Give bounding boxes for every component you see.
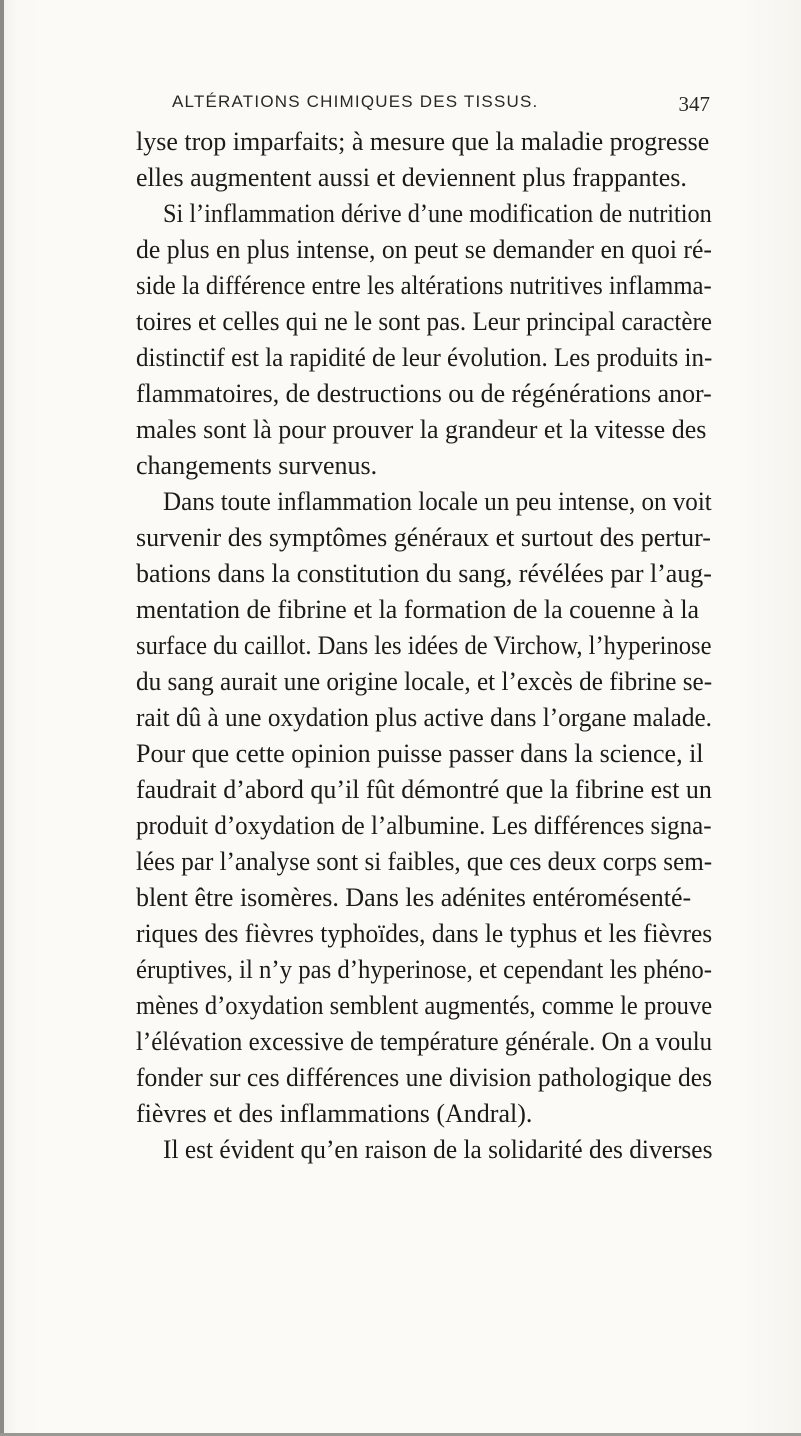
text-line: changements survenus. (136, 451, 378, 480)
text-line: bations dans la constitution du sang, révélées par l’aug- (136, 559, 712, 588)
running-title: ALTÉRATIONS CHIMIQUES DES TISSUS. (172, 92, 539, 111)
paragraph-start-line: Il est évident qu’en raison de la solidarité des diverses (163, 1135, 713, 1164)
text-line: distinctif est la rapidité de leur évolution. Les produits in- (136, 343, 713, 372)
text-line: rait dû à une oxydation plus active dans l’organe malade. (136, 703, 712, 732)
text-line: l’élévation excessive de température générale. On a voulu (136, 1027, 713, 1056)
text-line: faudrait d’abord qu’il fût démontré que la fibrine est un (136, 775, 712, 804)
text-line: toires et celles qui ne le sont pas. Leur principal caractère (136, 307, 713, 336)
page-number: 347 (678, 92, 710, 116)
paragraph-start-line: Dans toute inflammation locale un peu intense, on voit (163, 487, 712, 516)
text-line: blent être isomères. Dans les adénites entéromésenté- (136, 883, 692, 912)
text-line: mentation de fibrine et la formation de la couenne à la (136, 595, 700, 624)
text-line: fonder sur ces différences une division pathologique des (136, 1063, 713, 1092)
text-line: side la différence entre les altérations nutritives inflamma- (136, 271, 712, 300)
text-line: elles augmentent aussi et deviennent plus frappantes. (136, 163, 687, 192)
text-line: de plus en plus intense, on peut se demander en quoi ré- (136, 235, 712, 264)
text-line: males sont là pour prouver la grandeur et la vitesse des (136, 415, 707, 444)
text-line: surface du caillot. Dans les idées de Virchow, l’hyperinose (136, 631, 712, 660)
text-line: lées par l’analyse sont si faibles, que ces deux corps sem- (136, 847, 713, 876)
text-line: survenir des symptômes généraux et surtout des pertur- (136, 523, 711, 552)
text-line: Pour que cette opinion puisse passer dans la science, il (136, 739, 704, 768)
text-line: riques des fièvres typhoïdes, dans le typhus et les fièvres (136, 919, 713, 948)
text-line: lyse trop imparfaits; à mesure que la maladie progresse (136, 127, 710, 156)
text-line: flammatoires, de destructions ou de régénérations anor- (136, 379, 712, 408)
text-line: du sang aurait une origine locale, et l’excès de fibrine se- (136, 667, 713, 696)
paragraph-start-line: Si l’inflammation dérive d’une modification de nutrition (163, 199, 712, 228)
text-line: mènes d’oxydation semblent augmentés, comme le prouve (136, 991, 713, 1020)
text-line: fièvres et des inflammations (Andral). (136, 1099, 533, 1128)
text-line: produit d’oxydation de l’albumine. Les différences signa- (136, 811, 712, 840)
text-line: éruptives, il n’y pas d’hyperinose, et cependant les phéno- (136, 955, 713, 984)
